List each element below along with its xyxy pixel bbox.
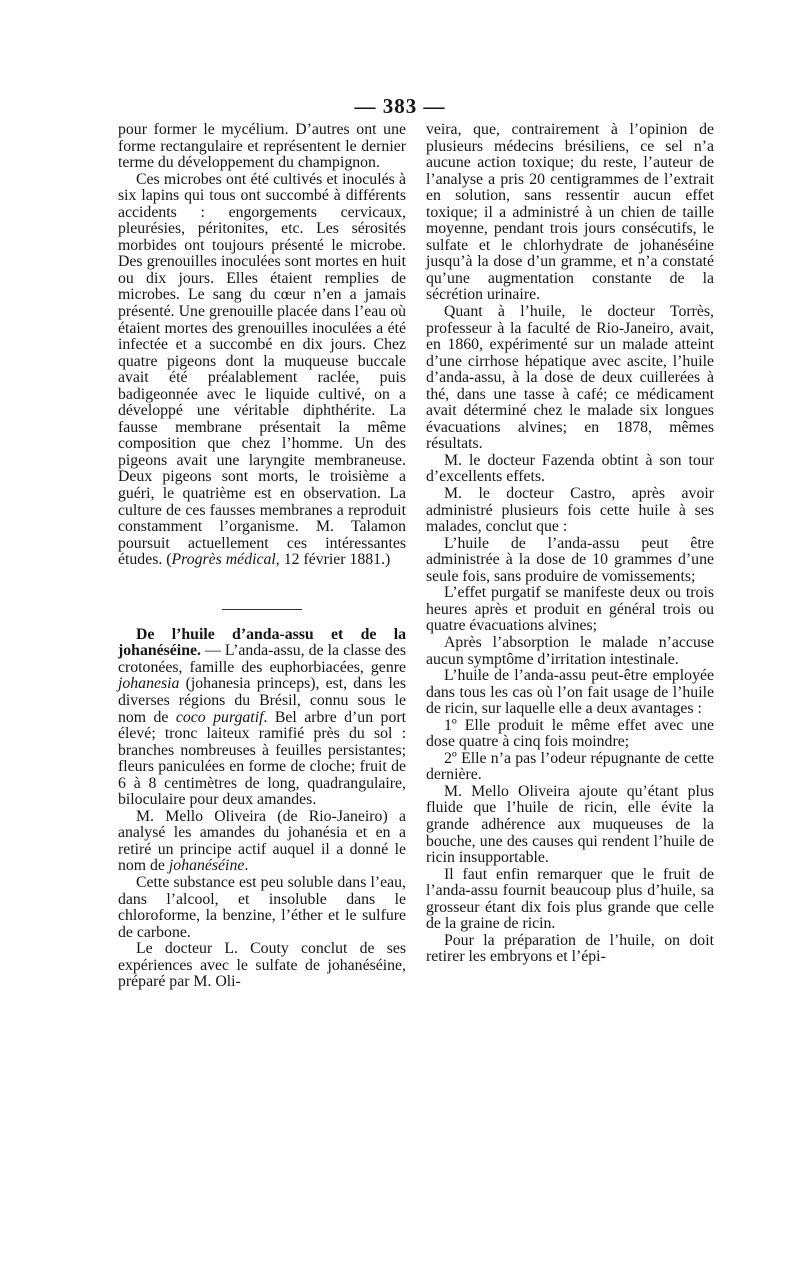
paragraph-text: .	[244, 857, 249, 875]
section-title: De l’huile d’anda-assu et de la johanéséine.	[118, 625, 406, 660]
source-date: , 12 février 1881.)	[275, 551, 391, 569]
paragraph-text: (johanesia princeps), est, dans les diverses régions du Brésil, connu sous le nom de	[118, 675, 406, 726]
section-divider	[222, 609, 302, 610]
paragraph: 2º Elle n’a pas l’odeur répugnante de cette dernière.	[426, 749, 714, 784]
paragraph-text: . Bel arbre d’un port élevé; tronc laiteux ramifié près du sol : branches nombreuses à feuilles persistantes; fleurs paniculées en forme de cloche; fruit de 6 à 8 centimètres de long, quadrangulaire, biloculaire pour deux amandes.	[118, 708, 406, 809]
paragraph: Quant à l’huile, le docteur Torrès, professeur à la faculté de Rio-Janeiro, avait, en 1860, expérimenté sur un malade atteint d’une cirrhose hépatique avec ascite, l’huile d’anda-assu, à la dose de deux cuillerées à thé, dans une tasse à café; ce médicament avait déterminé chez le malade six longues évacuations alvines; en 1878, mêmes résultats.	[426, 303, 714, 453]
paragraph: veira, que, contrairement à l’opinion de plusieurs médecins brésiliens, ce sel n’a aucune action toxique; du reste, l’auteur de l’analyse a pris 20 centigrammes de l’extrait en solution, sans ressentir aucun effet toxique; il a administré à un chien de taille moyenne, pendant trois jours consécutifs, le sulfate et le chlorhydrate de johanéséine jusqu’à la dose d’un gramme, et n’a constaté qu’une augmentation constante de la sécrétion urinaire.	[426, 121, 714, 304]
paragraph: M. le docteur Castro, après avoir administré plusieurs fois cette huile à ses malades, conclut que :	[426, 485, 714, 536]
paragraph: L’huile de l’anda-assu peut-être employée dans tous les cas où l’on fait usage de l’huile de ricin, sur laquelle elle a deux avantages :	[426, 667, 714, 718]
paragraph: Pour la préparation de l’huile, on doit retirer les embryons et l’épi-	[426, 931, 714, 966]
paragraph: pour former le mycélium. D’autres ont une forme rectangulaire et représentent le dernier terme du développement du champignon.	[118, 121, 406, 172]
paragraph: Cette substance est peu soluble dans l’eau, dans l’alcool, et insoluble dans le chloroforme, la benzine, l’éther et le sulfure de carbone.	[118, 873, 406, 941]
right-column	[426, 122, 714, 966]
page-number: — 383 —	[354, 94, 446, 118]
common-name: coco purgatif	[175, 708, 264, 726]
source-journal: Progrès médical	[171, 551, 276, 569]
paragraph: Le docteur L. Couty conclut de ses expériences avec le sulfate de johanéséine, préparé par M. Oli-	[118, 940, 406, 991]
paragraph	[118, 627, 406, 809]
paragraph	[118, 172, 406, 569]
paragraph: L’huile de l’anda-assu peut être administrée à la dose de 10 grammes d’une seule fois, sans produire de vomissements;	[426, 534, 714, 585]
paragraph: 1º Elle produit le même effet avec une dose quatre à cinq fois moindre;	[426, 716, 714, 751]
paragraph: L’effet purgatif se manifeste deux ou trois heures après et produit en général trois ou quatre évacuations alvines;	[426, 584, 714, 635]
paragraph-text: — L’anda-assu, de la classe des crotonées, famille des euphorbiacées, genre	[118, 642, 406, 676]
paragraph: M. Mello Oliveira ajoute qu’étant plus fluide que l’huile de ricin, elle évite la grande adhérence aux muqueuses de la bouche, une des causes qui rendent l’huile de ricin insupportable.	[426, 782, 714, 867]
paragraph-text: Ces microbes ont été cultivés et inoculés à six lapins qui tous ont succombé à différents accidents : engorgements cervicaux, pleurésies, péritonites, etc. Les sérosités morbides ont toujours présenté le microbe. Des grenouilles inoculées sont mortes en huit ou dix jours. Elles étaient remplies de microbes. Le sang du cœur n’en a jamais présenté. Une grenouille placée dans l’eau où étaient mortes des grenouilles inoculées a été infectée et a succombé en dix jours. Chez quatre pigeons dont la muqueuse buccale avait été préalablement raclée, puis badigeonnée avec le liquide cultivé, on a développé une véritable diphthérite. La fausse membrane présentait la même composition que chez l’homme. Un des pigeons avait une laryngite membraneuse. Deux pigeons sont morts, le troisième a guéri, le quatrième est en observation. La culture de ces fausses membranes a reproduit constamment l’organisme. M. Talamon poursuit actuellement ces intéressantes études. (	[118, 170, 406, 569]
genus-name: johanesia	[118, 675, 180, 693]
paragraph	[118, 809, 406, 875]
substance-name: johanéséine	[168, 857, 245, 875]
paragraph: M. le docteur Fazenda obtint à son tour d’excellents effets.	[426, 451, 714, 486]
paragraph-text: M. Mello Oliveira (de Rio-Janeiro) a analysé les amandes du johanésia et en a retiré un principe actif auquel il a donné le nom de	[118, 807, 406, 875]
paragraph: Il faut enfin remarquer que le fruit de l’anda-assu fournit beaucoup plus d’huile, sa grosseur étant dix fois plus grande que celle de la graine de ricin.	[426, 865, 714, 933]
left-column	[118, 122, 406, 991]
paragraph: Après l’absorption le malade n’accuse aucun symptôme d’irritation intestinale.	[426, 633, 714, 668]
